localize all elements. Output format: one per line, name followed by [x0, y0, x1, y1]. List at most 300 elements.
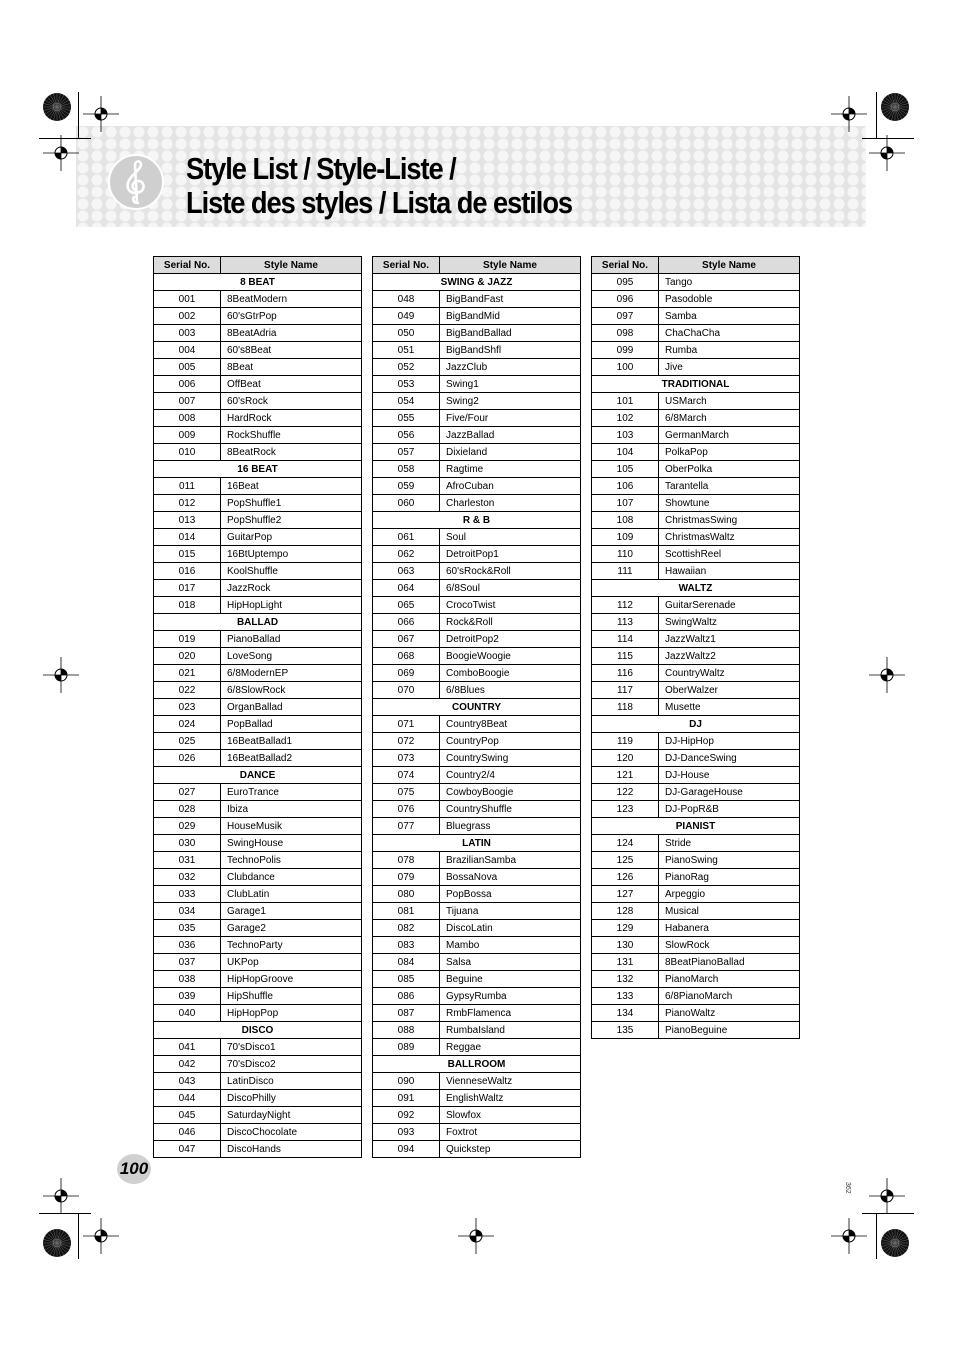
serial-no: 086 [373, 988, 440, 1005]
style-name: UKPop [221, 954, 362, 971]
style-name: PopShuffle1 [221, 495, 362, 512]
table-row [373, 376, 581, 393]
style-name: JazzClub [440, 359, 581, 376]
style-name: LatinDisco [221, 1073, 362, 1090]
style-name: JazzRock [221, 580, 362, 597]
serial-no: 063 [373, 563, 440, 580]
style-name: Samba [659, 308, 800, 325]
table-row [373, 546, 581, 563]
table-row [154, 937, 362, 954]
serial-no: 127 [592, 886, 659, 903]
table-row [154, 852, 362, 869]
serial-no: 006 [154, 376, 221, 393]
serial-no: 091 [373, 1090, 440, 1107]
category-row [373, 512, 581, 529]
table-row [592, 478, 800, 495]
table-header-row [373, 257, 581, 274]
serial-no: 050 [373, 325, 440, 342]
serial-no: 135 [592, 1022, 659, 1039]
serial-no: 033 [154, 886, 221, 903]
table-row [373, 308, 581, 325]
serial-no: 125 [592, 852, 659, 869]
style-name: Musette [659, 699, 800, 716]
serial-no: 009 [154, 427, 221, 444]
style-name: PianoRag [659, 869, 800, 886]
serial-no: 115 [592, 648, 659, 665]
serial-no: 017 [154, 580, 221, 597]
style-name: BossaNova [440, 869, 581, 886]
serial-no: 133 [592, 988, 659, 1005]
table-row [154, 325, 362, 342]
style-name: 6/8ModernEP [221, 665, 362, 682]
table-row [592, 937, 800, 954]
table-row [592, 291, 800, 308]
category-label: TRADITIONAL [592, 376, 800, 393]
table-row [592, 750, 800, 767]
style-name: Slowfox [440, 1107, 581, 1124]
table-row [373, 359, 581, 376]
table-row [154, 495, 362, 512]
table-row [592, 767, 800, 784]
style-name: PianoBallad [221, 631, 362, 648]
serial-no: 090 [373, 1073, 440, 1090]
style-name: Quickstep [440, 1141, 581, 1158]
serial-no: 016 [154, 563, 221, 580]
serial-no: 031 [154, 852, 221, 869]
style-name: Charleston [440, 495, 581, 512]
table-row [154, 393, 362, 410]
table-row [373, 580, 581, 597]
crop-mark-line [862, 138, 914, 139]
serial-no: 080 [373, 886, 440, 903]
crop-mark-line [862, 1213, 914, 1214]
table-row [592, 410, 800, 427]
table-row [373, 444, 581, 461]
style-name: HouseMusik [221, 818, 362, 835]
table-row [592, 325, 800, 342]
table-row [373, 1124, 581, 1141]
table-row [373, 1090, 581, 1107]
table-row [154, 444, 362, 461]
style-name: KoolShuffle [221, 563, 362, 580]
serial-no: 068 [373, 648, 440, 665]
style-name: PolkaPop [659, 444, 800, 461]
table-row [154, 750, 362, 767]
category-row [154, 1022, 362, 1039]
table-row [592, 903, 800, 920]
crop-mark-line [876, 92, 877, 138]
table-row [154, 886, 362, 903]
serial-no: 041 [154, 1039, 221, 1056]
table-row [592, 971, 800, 988]
style-name: CountryWaltz [659, 665, 800, 682]
style-name: 6/8Blues [440, 682, 581, 699]
title-line-1: Style List / Style-Liste / [186, 151, 456, 186]
serial-no: 043 [154, 1073, 221, 1090]
serial-no: 025 [154, 733, 221, 750]
table-row [592, 614, 800, 631]
serial-no: 065 [373, 597, 440, 614]
serial-no: 002 [154, 308, 221, 325]
style-name: OberWalzer [659, 682, 800, 699]
serial-no: 129 [592, 920, 659, 937]
table-row [154, 699, 362, 716]
crop-mark-line [876, 1213, 877, 1259]
serial-no: 104 [592, 444, 659, 461]
serial-no: 038 [154, 971, 221, 988]
category-label: LATIN [373, 835, 581, 852]
table-row [373, 903, 581, 920]
table-row [592, 835, 800, 852]
table-row [592, 461, 800, 478]
style-name: 6/8Soul [440, 580, 581, 597]
style-name: GuitarPop [221, 529, 362, 546]
serial-no: 095 [592, 274, 659, 291]
style-name: Foxtrot [440, 1124, 581, 1141]
serial-no: 092 [373, 1107, 440, 1124]
style-name: CountrySwing [440, 750, 581, 767]
table-row [592, 1005, 800, 1022]
style-name: OffBeat [221, 376, 362, 393]
serial-no: 014 [154, 529, 221, 546]
style-name: Rock&Roll [440, 614, 581, 631]
serial-no: 099 [592, 342, 659, 359]
header-serial-no: Serial No. [373, 257, 440, 274]
category-row [592, 818, 800, 835]
table-row [154, 546, 362, 563]
serial-no: 082 [373, 920, 440, 937]
serial-no: 010 [154, 444, 221, 461]
table-row [373, 1107, 581, 1124]
table-row [592, 495, 800, 512]
category-row [373, 274, 581, 291]
table-row [592, 274, 800, 291]
style-name: 16BtUptempo [221, 546, 362, 563]
table-row [373, 818, 581, 835]
table-row [592, 665, 800, 682]
table-row [373, 682, 581, 699]
serial-no: 122 [592, 784, 659, 801]
style-name: Ragtime [440, 461, 581, 478]
serial-no: 034 [154, 903, 221, 920]
registration-mark-icon [83, 96, 119, 132]
style-name: Tango [659, 274, 800, 291]
table-row [592, 308, 800, 325]
style-name: Rumba [659, 342, 800, 359]
table-row [592, 359, 800, 376]
serial-no: 108 [592, 512, 659, 529]
style-name: Reggae [440, 1039, 581, 1056]
table-row [592, 444, 800, 461]
style-name: Ibiza [221, 801, 362, 818]
table-row [154, 342, 362, 359]
registration-mark-icon [869, 657, 905, 693]
style-name: RmbFlamenca [440, 1005, 581, 1022]
serial-no: 126 [592, 869, 659, 886]
style-name: ComboBoogie [440, 665, 581, 682]
serial-no: 001 [154, 291, 221, 308]
style-name: DJ-HipHop [659, 733, 800, 750]
style-name: Tijuana [440, 903, 581, 920]
style-name: PopBallad [221, 716, 362, 733]
style-name: Salsa [440, 954, 581, 971]
serial-no: 128 [592, 903, 659, 920]
style-name: EnglishWaltz [440, 1090, 581, 1107]
style-name: BigBandFast [440, 291, 581, 308]
serial-no: 022 [154, 682, 221, 699]
header-style-name: Style Name [440, 257, 581, 274]
table-row [154, 716, 362, 733]
category-row [154, 461, 362, 478]
serial-no: 067 [373, 631, 440, 648]
print-code: 362 [844, 1182, 851, 1194]
crop-mark-line [39, 138, 91, 139]
table-row [592, 546, 800, 563]
style-name: 60's8Beat [221, 342, 362, 359]
style-name: Soul [440, 529, 581, 546]
table-row [373, 597, 581, 614]
style-name: ChristmasWaltz [659, 529, 800, 546]
style-name: DiscoHands [221, 1141, 362, 1158]
style-name: Swing2 [440, 393, 581, 410]
serial-no: 107 [592, 495, 659, 512]
table-row [373, 325, 581, 342]
serial-no: 059 [373, 478, 440, 495]
style-name: HipShuffle [221, 988, 362, 1005]
table-row [154, 529, 362, 546]
table-row [373, 784, 581, 801]
style-name: BigBandShfl [440, 342, 581, 359]
serial-no: 047 [154, 1141, 221, 1158]
style-name: TechnoPolis [221, 852, 362, 869]
style-table-2 [372, 256, 581, 1158]
style-name: Musical [659, 903, 800, 920]
table-row [154, 291, 362, 308]
serial-no: 013 [154, 512, 221, 529]
table-row [592, 682, 800, 699]
serial-no: 037 [154, 954, 221, 971]
page-title [186, 152, 572, 220]
style-name: HipHopGroove [221, 971, 362, 988]
table-row [592, 529, 800, 546]
style-name: PianoWaltz [659, 1005, 800, 1022]
table-row [592, 784, 800, 801]
table-row [373, 937, 581, 954]
table-row [592, 597, 800, 614]
category-label: BALLROOM [373, 1056, 581, 1073]
style-name: HipHopPop [221, 1005, 362, 1022]
category-row [592, 376, 800, 393]
serial-no: 083 [373, 937, 440, 954]
style-name: DiscoPhilly [221, 1090, 362, 1107]
crop-mark-line [39, 1213, 91, 1214]
serial-no: 114 [592, 631, 659, 648]
table-row [373, 852, 581, 869]
category-row [373, 1056, 581, 1073]
table-row [592, 563, 800, 580]
style-name: 60'sRock&Roll [440, 563, 581, 580]
table-row [592, 512, 800, 529]
style-name: ChaChaCha [659, 325, 800, 342]
table-row [373, 886, 581, 903]
table-row [154, 580, 362, 597]
table-row [373, 1005, 581, 1022]
style-name: JazzWaltz1 [659, 631, 800, 648]
serial-no: 015 [154, 546, 221, 563]
style-name: Country8Beat [440, 716, 581, 733]
style-name: BigBandBallad [440, 325, 581, 342]
serial-no: 035 [154, 920, 221, 937]
table-row [373, 478, 581, 495]
style-name: LoveSong [221, 648, 362, 665]
serial-no: 112 [592, 597, 659, 614]
serial-no: 074 [373, 767, 440, 784]
serial-no: 020 [154, 648, 221, 665]
category-row [373, 835, 581, 852]
style-name: Beguine [440, 971, 581, 988]
serial-no: 079 [373, 869, 440, 886]
header-serial-no: Serial No. [154, 257, 221, 274]
serial-no: 027 [154, 784, 221, 801]
style-name: Bluegrass [440, 818, 581, 835]
table-row [373, 291, 581, 308]
serial-no: 078 [373, 852, 440, 869]
category-label: DISCO [154, 1022, 362, 1039]
serial-no: 055 [373, 410, 440, 427]
table-row [154, 563, 362, 580]
serial-no: 056 [373, 427, 440, 444]
serial-no: 111 [592, 563, 659, 580]
style-name: DJ-GarageHouse [659, 784, 800, 801]
serial-no: 084 [373, 954, 440, 971]
table-row [154, 1005, 362, 1022]
serial-no: 069 [373, 665, 440, 682]
style-name: Hawaiian [659, 563, 800, 580]
style-name: PianoMarch [659, 971, 800, 988]
serial-no: 032 [154, 869, 221, 886]
table-row [154, 971, 362, 988]
style-name: DJ-DanceSwing [659, 750, 800, 767]
serial-no: 058 [373, 461, 440, 478]
serial-no: 007 [154, 393, 221, 410]
table-row [373, 767, 581, 784]
category-label: BALLAD [154, 614, 362, 631]
registration-mark-icon [43, 657, 79, 693]
style-name: Habanera [659, 920, 800, 937]
table-row [154, 784, 362, 801]
serial-no: 028 [154, 801, 221, 818]
serial-no: 066 [373, 614, 440, 631]
table-row [154, 665, 362, 682]
style-name: USMarch [659, 393, 800, 410]
serial-no: 116 [592, 665, 659, 682]
serial-no: 132 [592, 971, 659, 988]
table-row [154, 648, 362, 665]
style-name: 16Beat [221, 478, 362, 495]
table-row [373, 988, 581, 1005]
table-row [592, 393, 800, 410]
style-name: PopBossa [440, 886, 581, 903]
serial-no: 011 [154, 478, 221, 495]
registration-mark-icon [831, 96, 867, 132]
style-name: 16BeatBallad2 [221, 750, 362, 767]
title-line-2: Liste des styles / Lista de estilos [186, 185, 573, 220]
category-label: SWING & JAZZ [373, 274, 581, 291]
serial-no: 089 [373, 1039, 440, 1056]
style-name: DJ-PopR&B [659, 801, 800, 818]
table-row [592, 988, 800, 1005]
table-row [373, 920, 581, 937]
serial-no: 106 [592, 478, 659, 495]
serial-no: 087 [373, 1005, 440, 1022]
table-row [154, 308, 362, 325]
header-style-name: Style Name [659, 257, 800, 274]
style-name: SlowRock [659, 937, 800, 954]
table-row [154, 359, 362, 376]
serial-no: 131 [592, 954, 659, 971]
serial-no: 094 [373, 1141, 440, 1158]
serial-no: 040 [154, 1005, 221, 1022]
header-style-name: Style Name [221, 257, 362, 274]
style-name: DetroitPop2 [440, 631, 581, 648]
serial-no: 044 [154, 1090, 221, 1107]
style-name: 16BeatBallad1 [221, 733, 362, 750]
style-name: 70'sDisco1 [221, 1039, 362, 1056]
table-row [373, 716, 581, 733]
style-name: BrazilianSamba [440, 852, 581, 869]
category-label: DJ [592, 716, 800, 733]
table-row [373, 529, 581, 546]
table-row [592, 801, 800, 818]
style-name: 60'sGtrPop [221, 308, 362, 325]
table-row [373, 563, 581, 580]
serial-no: 053 [373, 376, 440, 393]
style-name: PianoSwing [659, 852, 800, 869]
table-row [154, 597, 362, 614]
serial-no: 105 [592, 461, 659, 478]
serial-no: 048 [373, 291, 440, 308]
table-row [592, 631, 800, 648]
serial-no: 121 [592, 767, 659, 784]
registration-mark-icon [831, 1218, 867, 1254]
table-header-row [154, 257, 362, 274]
serial-no: 004 [154, 342, 221, 359]
table-row [154, 988, 362, 1005]
serial-no: 117 [592, 682, 659, 699]
style-name: Pasodoble [659, 291, 800, 308]
serial-no: 057 [373, 444, 440, 461]
style-name: JazzWaltz2 [659, 648, 800, 665]
category-label: WALTZ [592, 580, 800, 597]
style-name: Five/Four [440, 410, 581, 427]
table-row [373, 733, 581, 750]
serial-no: 024 [154, 716, 221, 733]
style-name: 8BeatPianoBallad [659, 954, 800, 971]
style-name: HardRock [221, 410, 362, 427]
style-name: Stride [659, 835, 800, 852]
style-name: PopShuffle2 [221, 512, 362, 529]
style-name: CountryShuffle [440, 801, 581, 818]
style-name: JazzBallad [440, 427, 581, 444]
table-row [154, 869, 362, 886]
serial-no: 072 [373, 733, 440, 750]
table-row [154, 920, 362, 937]
table-row [373, 648, 581, 665]
serial-no: 045 [154, 1107, 221, 1124]
category-row [154, 274, 362, 291]
color-target-icon [42, 92, 72, 122]
table-row [373, 393, 581, 410]
